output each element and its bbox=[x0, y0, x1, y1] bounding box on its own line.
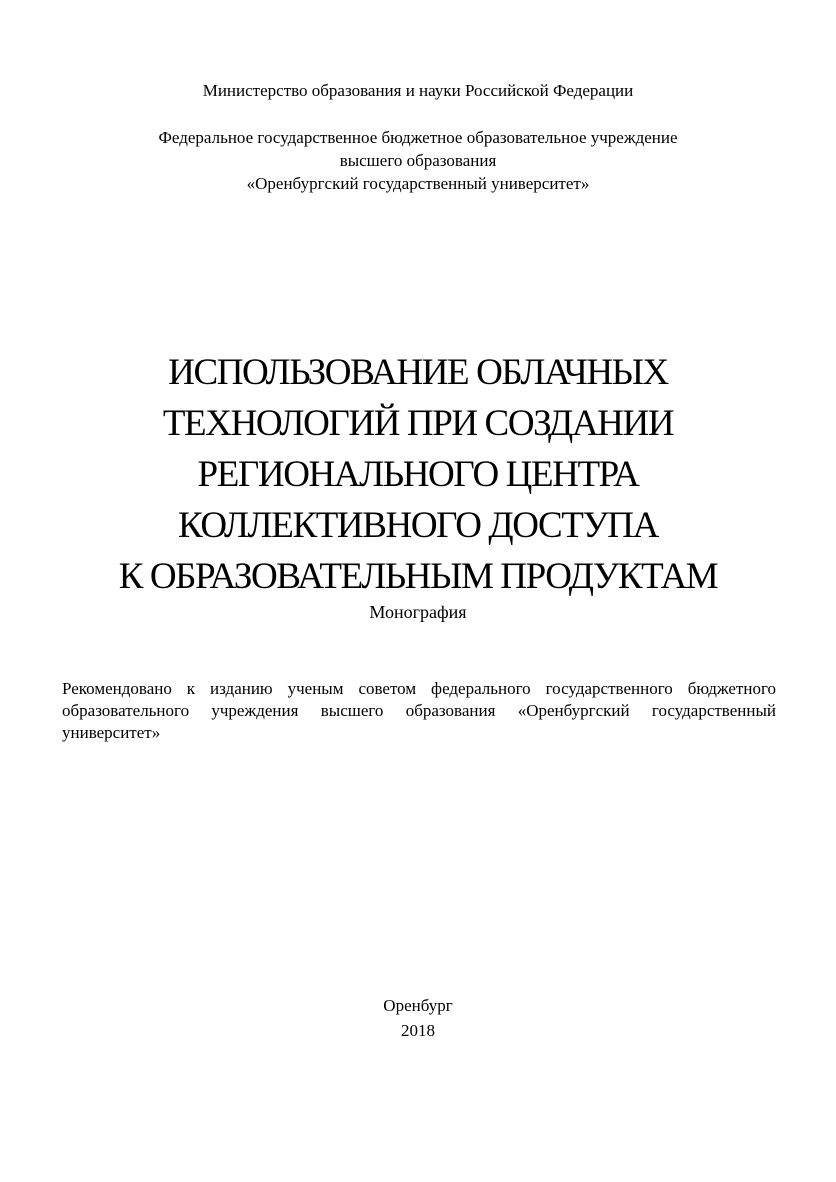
document-title bbox=[40, 347, 796, 602]
institution-line: «Оренбургский государственный университет» bbox=[246, 174, 590, 193]
title-line: РЕГИОНАЛЬНОГО ЦЕНТРА bbox=[197, 454, 639, 495]
institution-line: Федеральное государственное бюджетное образовательное учреждение bbox=[158, 128, 678, 147]
institution-block bbox=[0, 126, 836, 195]
recommendation-text: Рекомендовано к изданию ученым советом федерального государственного бюджетного образовательного учреждения высшего образования «Оренбургский государственный университет» bbox=[62, 679, 776, 742]
ministry-line: Министерство образования и науки Российской Федерации bbox=[202, 81, 634, 100]
title-line: К ОБРАЗОВАТЕЛЬНЫМ ПРОДУКТАМ bbox=[118, 556, 718, 597]
year: 2018 bbox=[401, 1021, 435, 1040]
title-line: КОЛЛЕКТИВНОГО ДОСТУПА bbox=[178, 505, 658, 546]
city: Оренбург bbox=[383, 996, 453, 1015]
title-line: ИСПОЛЬЗОВАНИЕ ОБЛАЧНЫХ bbox=[168, 352, 668, 393]
document-type: Монография bbox=[369, 602, 467, 622]
institution-line: высшего образования bbox=[339, 151, 497, 170]
title-line: ТЕХНОЛОГИЙ ПРИ СОЗДАНИИ bbox=[162, 403, 674, 444]
